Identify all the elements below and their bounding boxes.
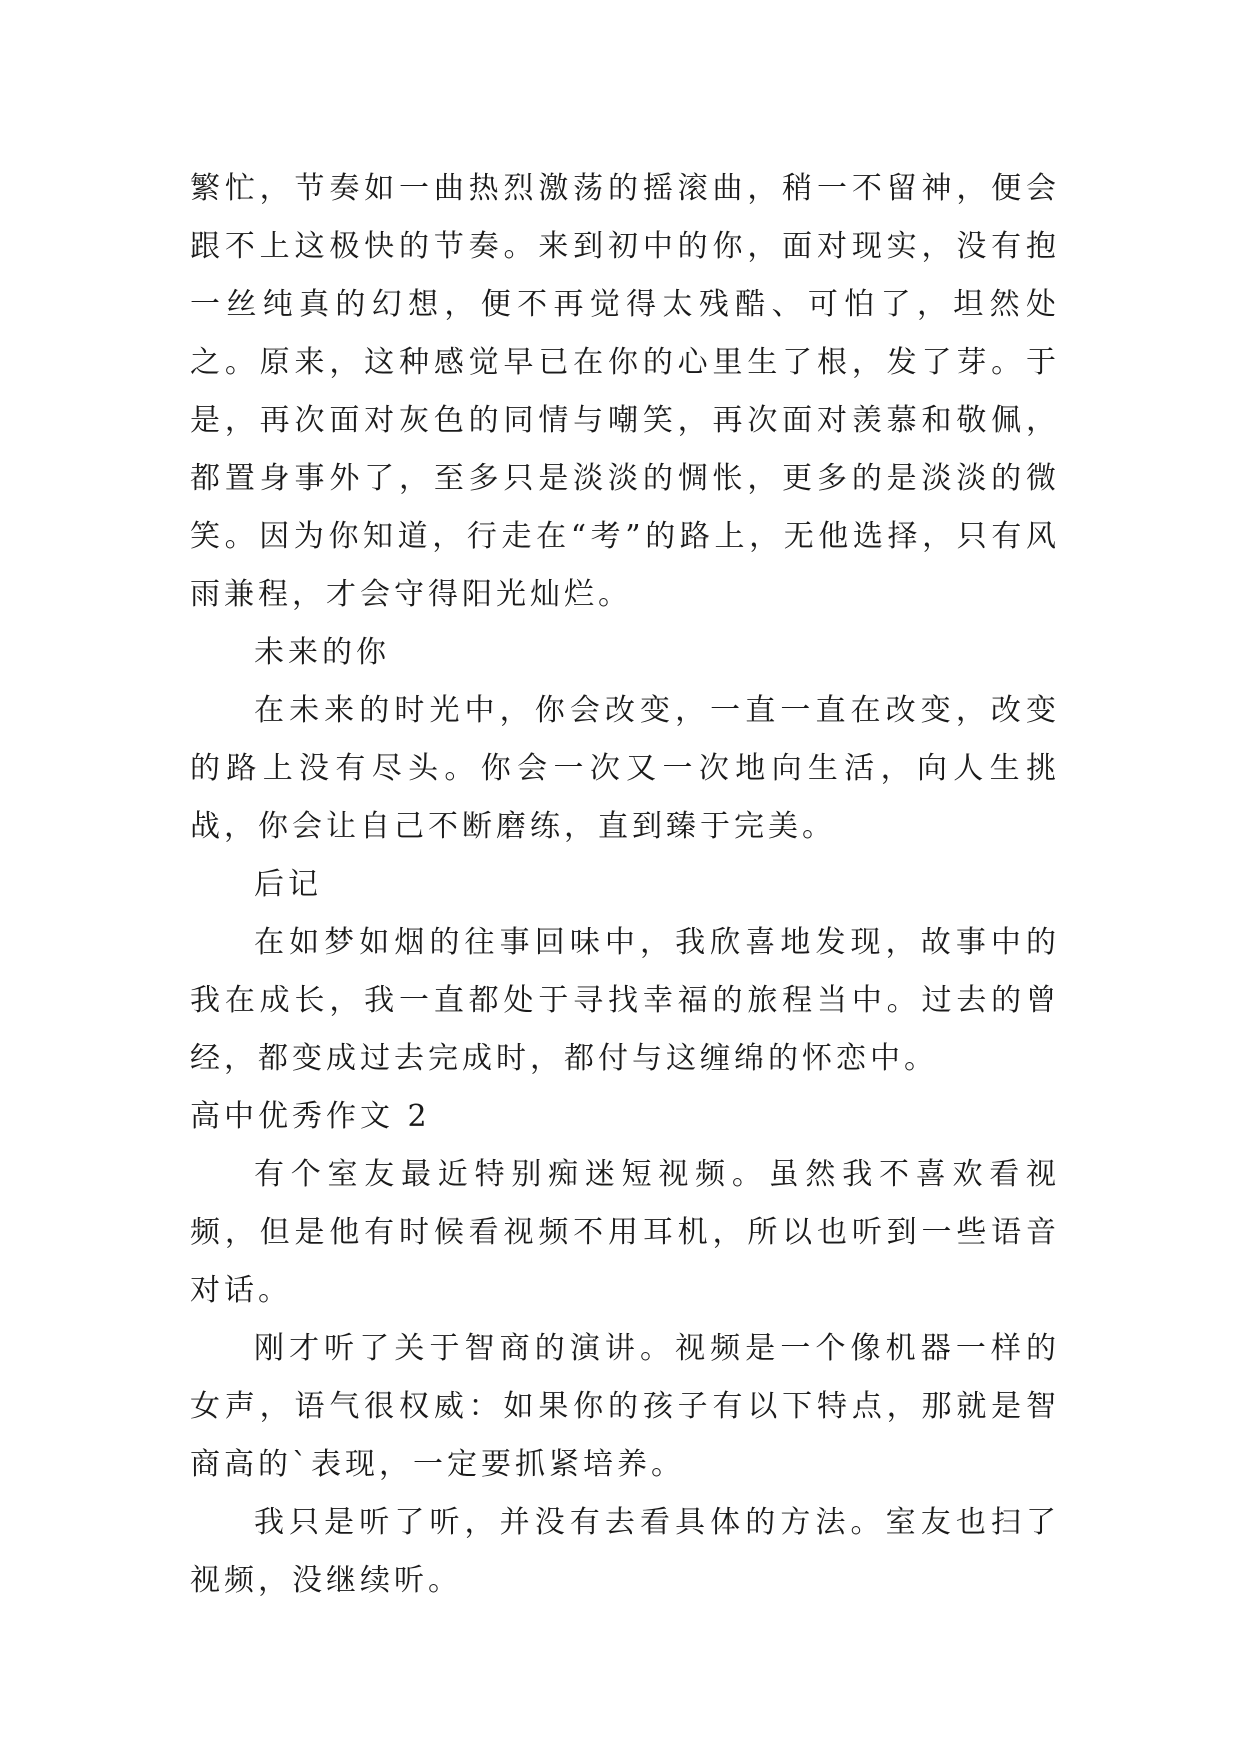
paragraph-4: 有个室友最近特别痴迷短视频。虽然我不喜欢看视频，但是他有时候看视频不用耳机，所以也听到一些语音对话。: [190, 1157, 1060, 1308]
paragraph-3: 在如梦如烟的往事回味中，我欣喜地发现，故事中的我在成长，我一直都处于寻找幸福的旅程当中。过去的曾经，都变成过去完成时，都付与这缠绵的怀恋中。: [190, 925, 1060, 1076]
paragraph-6: 我只是听了听，并没有去看具体的方法。室友也扫了视频，没继续听。: [190, 1505, 1060, 1598]
document-body: [190, 160, 1060, 1610]
paragraph-2: 在未来的时光中，你会改变，一直一直在改变，改变的路上没有尽头。你会一次又一次地向生活，向人生挑战，你会让自己不断磨练，直到臻于完美。: [190, 693, 1060, 844]
paragraph-1: 繁忙，节奏如一曲热烈激荡的摇滚曲，稍一不留神，便会跟不上这极快的节奏。来到初中的你，面对现实，没有抱一丝纯真的幻想，便不再觉得太残酷、可怕了，坦然处之。原来，这种感觉早已在你的心里生了根，发了芽。于是，再次面对灰色的同情与嘲笑，再次面对羡慕和敬佩，都置身事外了，至多只是淡淡的惆怅，更多的是淡淡的微笑。因为你知道，行走在“考”的路上，无他选择，只有风雨兼程，才会守得阳光灿烂。: [190, 171, 1060, 612]
essay-title: 高中优秀作文 2: [190, 1099, 431, 1134]
paragraph-5: 刚才听了关于智商的演讲。视频是一个像机器一样的女声，语气很权威：如果你的孩子有以下特点，那就是智商高的`表现，一定要抓紧培养。: [190, 1331, 1060, 1482]
section-heading-afterword: 后记: [254, 867, 322, 902]
section-heading-future: 未来的你: [254, 635, 390, 670]
